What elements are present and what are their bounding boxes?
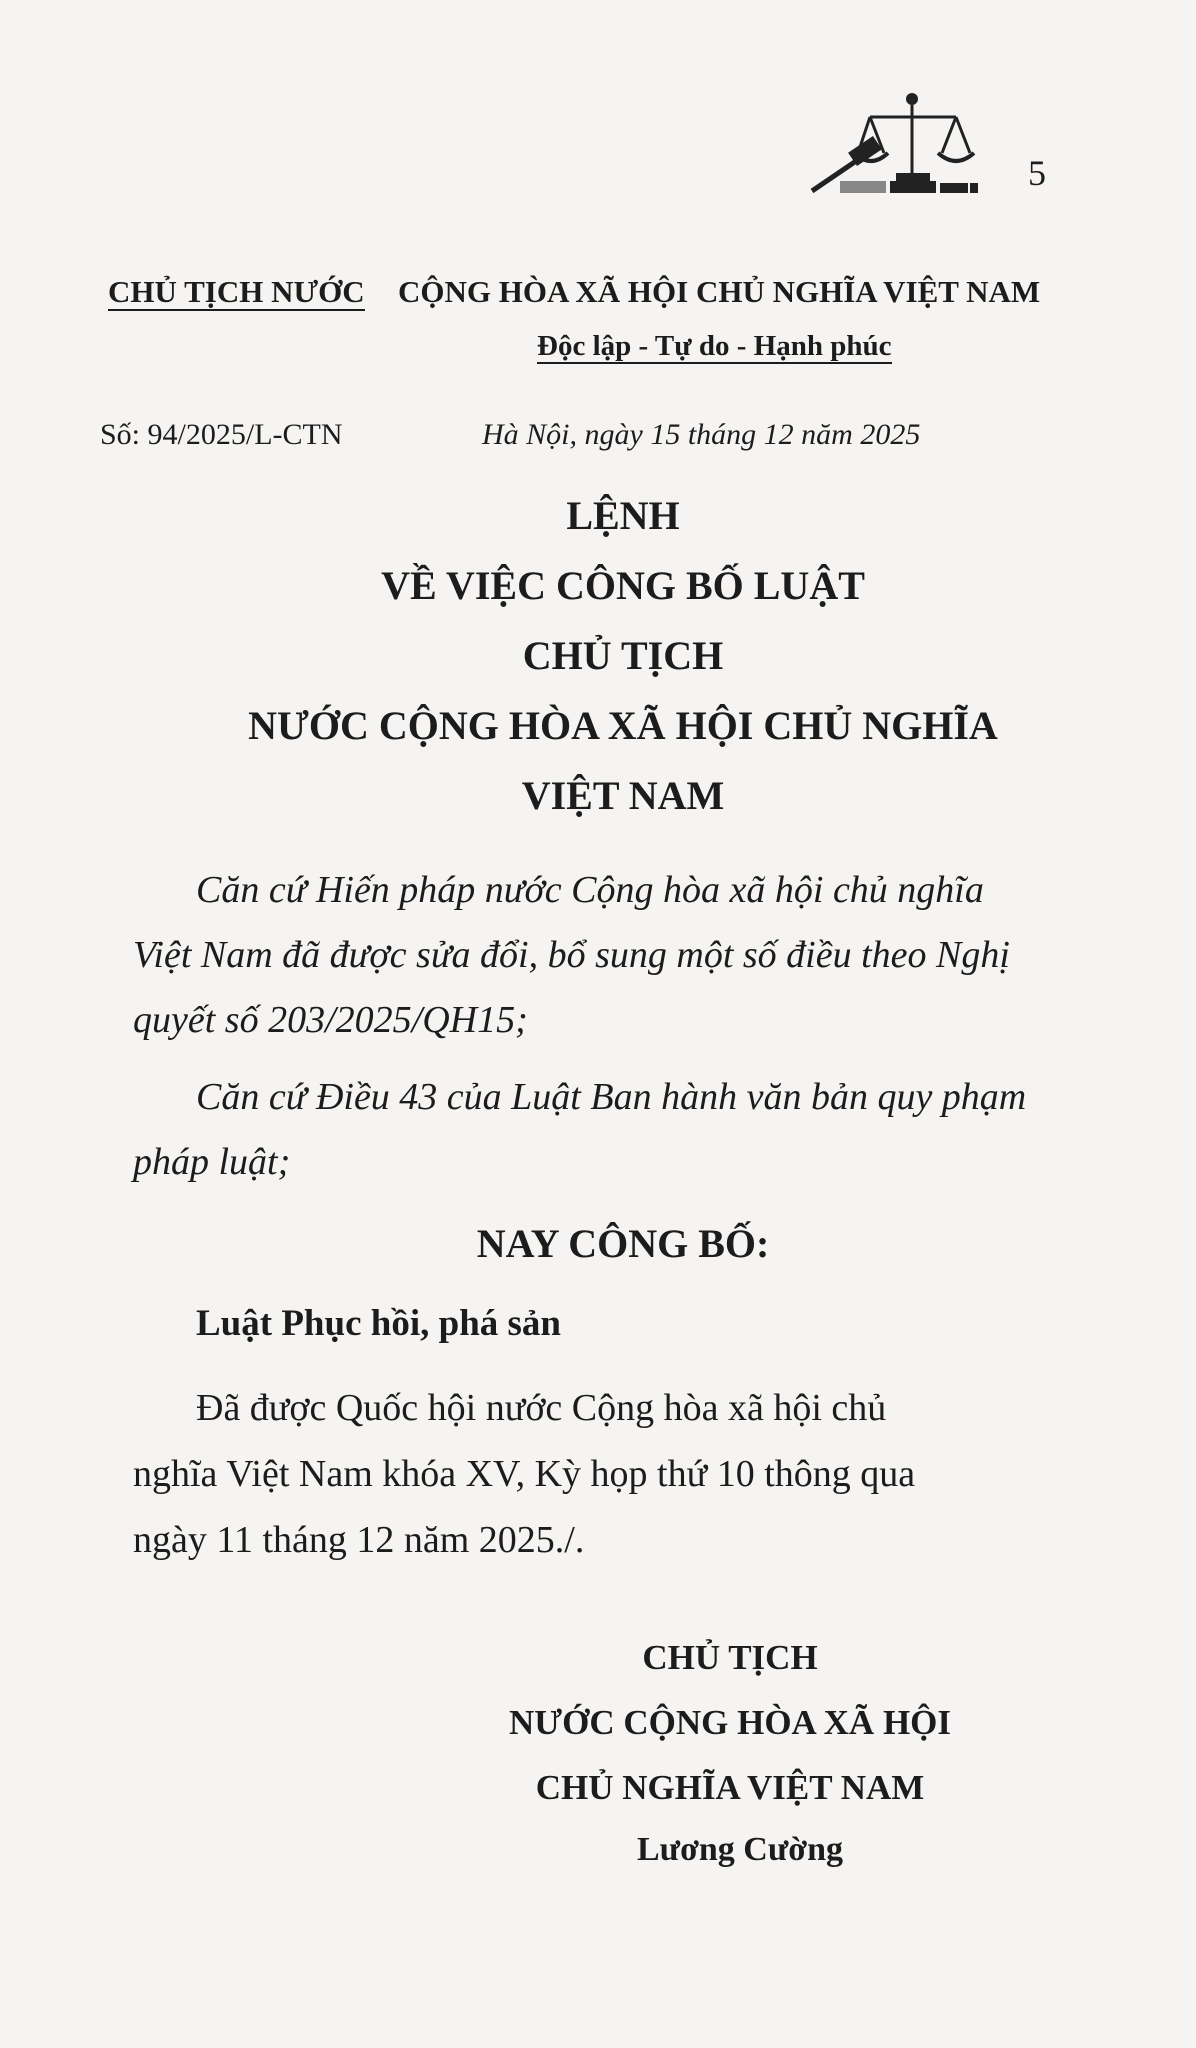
issuer-heading: [108, 274, 365, 310]
basis-2-line-2: pháp luật;: [133, 1141, 291, 1183]
law-name: Luật Phục hồi, phá sản: [196, 1303, 561, 1344]
document-number: Số: 94/2025/L-CTN: [100, 418, 343, 451]
motto: [537, 330, 892, 363]
title-line-2: VỀ VIỆC CÔNG BỐ LUẬT: [381, 563, 865, 608]
title-line-5: VIỆT NAM: [521, 773, 725, 818]
title-line-4: NƯỚC CỘNG HÒA XÃ HỘI CHỦ NGHĨA: [248, 703, 998, 748]
basis-1-line-3: quyết số 203/2025/QH15;: [133, 999, 528, 1041]
signature-line-3: CHỦ NGHĨA VIỆT NAM: [535, 1768, 925, 1807]
adoption-line-3: ngày 11 tháng 12 năm 2025./.: [133, 1519, 585, 1561]
motto-text: Độc lập - Tự do - Hạnh phúc: [537, 330, 892, 362]
basis-1-line-1: Căn cứ Hiến pháp nước Cộng hòa xã hội chủ nghĩa: [196, 869, 984, 911]
signer-name: Lương Cường: [636, 1831, 843, 1868]
nation-heading: CỘNG HÒA XÃ HỘI CHỦ NGHĨA VIỆT NAM: [398, 274, 1041, 309]
scales-of-justice-gavel-icon: [800, 85, 990, 200]
signature-block: [470, 1625, 990, 1880]
adoption-line-1: Đã được Quốc hội nước Cộng hòa xã hội chủ: [196, 1387, 887, 1429]
signature-line-1: CHỦ TỊCH: [642, 1638, 818, 1677]
basis-1-line-2: Việt Nam đã được sửa đổi, bổ sung một số điều theo Nghị: [133, 934, 1010, 976]
signature-line-2: NƯỚC CỘNG HÒA XÃ HỘI: [508, 1703, 952, 1742]
place-date: Hà Nội, ngày 15 tháng 12 năm 2025: [482, 418, 921, 451]
title-line-1: LỆNH: [566, 493, 680, 538]
page-number: 5: [1028, 153, 1046, 193]
title-line-3: CHỦ TỊCH: [522, 633, 724, 678]
basis-2-line-1: Căn cứ Điều 43 của Luật Ban hành văn bản quy phạm: [196, 1076, 1027, 1118]
announcement-heading: NAY CÔNG BỐ:: [476, 1221, 770, 1266]
issuer-text: CHỦ TỊCH NƯỚC: [108, 274, 365, 309]
adoption-line-2: nghĩa Việt Nam khóa XV, Kỳ họp thứ 10 thông qua: [133, 1453, 916, 1495]
